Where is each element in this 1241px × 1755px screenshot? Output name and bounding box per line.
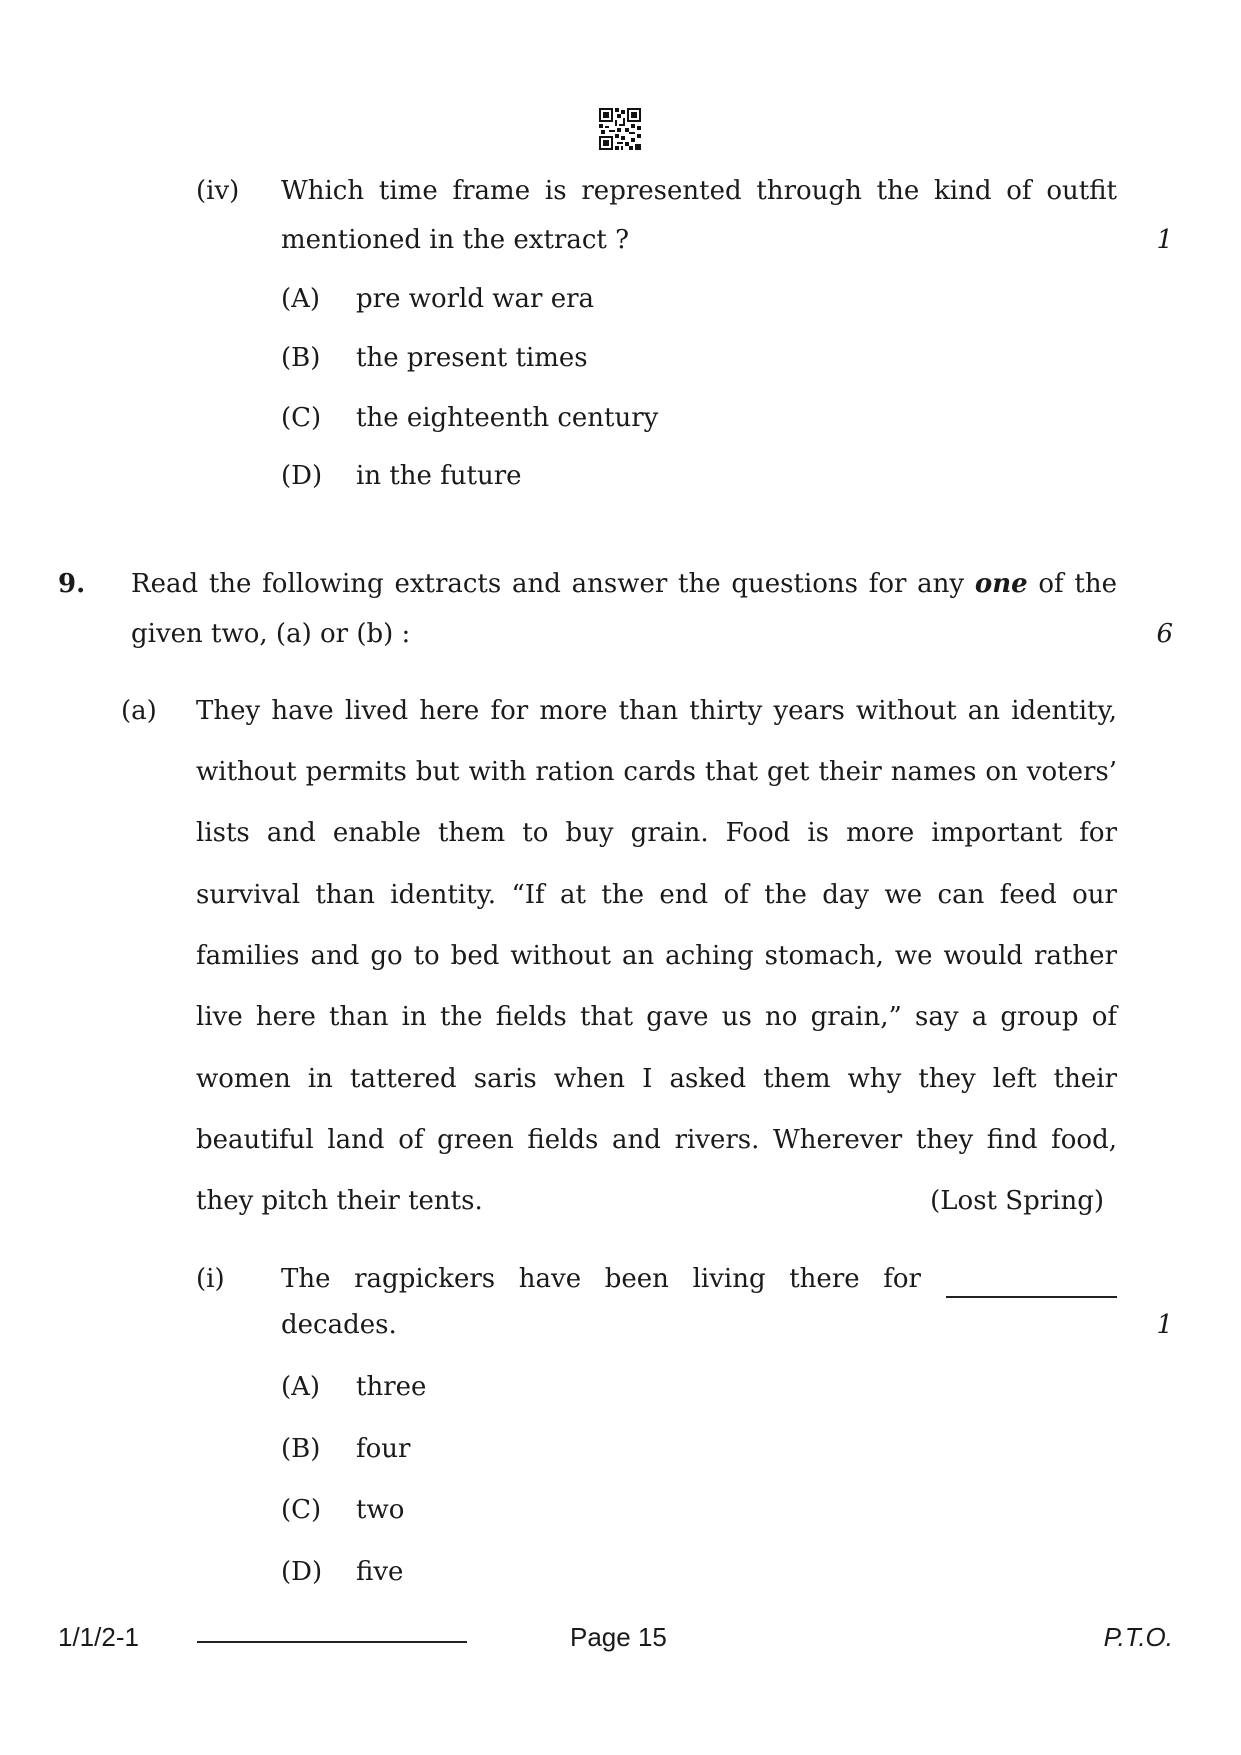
option-label: (D) bbox=[281, 1557, 323, 1587]
option-label: (C) bbox=[281, 403, 322, 433]
instruction-post: of the bbox=[1038, 569, 1118, 599]
footer-paper-code: 1/1/2-1 bbox=[58, 1622, 139, 1652]
extract-line: survival than identity. “If at the end of the day we can feed our bbox=[196, 880, 1117, 910]
question-9-number: 9. bbox=[58, 569, 86, 599]
extract-line: live here than in the fields that gave us no grain,” say a group of bbox=[196, 1002, 1117, 1032]
extract-last-line: they pitch their tents. bbox=[196, 1186, 483, 1216]
option-text: the eighteenth century bbox=[356, 403, 659, 433]
question-9a-i-number: (i) bbox=[196, 1264, 225, 1294]
footer-page-number: Page 15 bbox=[570, 1622, 667, 1652]
option-label: (C) bbox=[281, 1495, 322, 1525]
question-9-instruction-line2: given two, (a) or (b) : bbox=[131, 619, 411, 649]
question-9-marks: 6 bbox=[1156, 619, 1173, 649]
question-9a-i-text-line1: The ragpickers have been living there for bbox=[281, 1264, 921, 1294]
option-label: (D) bbox=[281, 461, 323, 491]
extract-a-label: (a) bbox=[121, 696, 157, 726]
extract-line: lists and enable them to buy grain. Food is more important for bbox=[196, 818, 1117, 848]
option-text: in the future bbox=[356, 461, 522, 491]
extract-line: They have lived here for more than thirty years without an identity, bbox=[196, 696, 1117, 726]
question-8-iv-text-line2: mentioned in the extract ? bbox=[281, 225, 630, 255]
extract-line: without permits but with ration cards that get their names on voters’ bbox=[196, 757, 1117, 787]
option-text: five bbox=[356, 1557, 404, 1587]
option-label: (B) bbox=[281, 1434, 321, 1464]
qr-code-icon bbox=[599, 108, 641, 150]
extract-source: (Lost Spring) bbox=[930, 1186, 1104, 1216]
question-9a-i-marks: 1 bbox=[1156, 1310, 1173, 1340]
option-text: two bbox=[356, 1495, 405, 1525]
instruction-emphasis: one bbox=[974, 569, 1028, 599]
option-text: three bbox=[356, 1372, 427, 1402]
option-text: four bbox=[356, 1434, 411, 1464]
question-8-iv-marks: 1 bbox=[1156, 225, 1173, 255]
option-text: pre world war era bbox=[356, 284, 595, 314]
question-8-iv-text-line1: Which time frame is represented through the kind of outfit bbox=[281, 176, 1117, 206]
question-9-instruction-line1 bbox=[131, 569, 1117, 599]
instruction-pre: Read the following extracts and answer the questions for any bbox=[131, 569, 965, 599]
question-8-iv-number: (iv) bbox=[196, 176, 240, 206]
question-9a-i-text-line2: decades. bbox=[281, 1310, 397, 1340]
option-label: (A) bbox=[281, 284, 321, 314]
option-label: (A) bbox=[281, 1372, 321, 1402]
footer-divider bbox=[197, 1641, 467, 1643]
option-text: the present times bbox=[356, 343, 588, 373]
footer-pto: P.T.O. bbox=[1103, 1622, 1173, 1652]
answer-blank-line bbox=[946, 1296, 1117, 1298]
extract-line: families and go to bed without an aching stomach, we would rather bbox=[196, 941, 1117, 971]
extract-line: beautiful land of green fields and rivers. Wherever they find food, bbox=[196, 1125, 1117, 1155]
extract-line: women in tattered saris when I asked them why they left their bbox=[196, 1064, 1117, 1094]
option-label: (B) bbox=[281, 343, 321, 373]
